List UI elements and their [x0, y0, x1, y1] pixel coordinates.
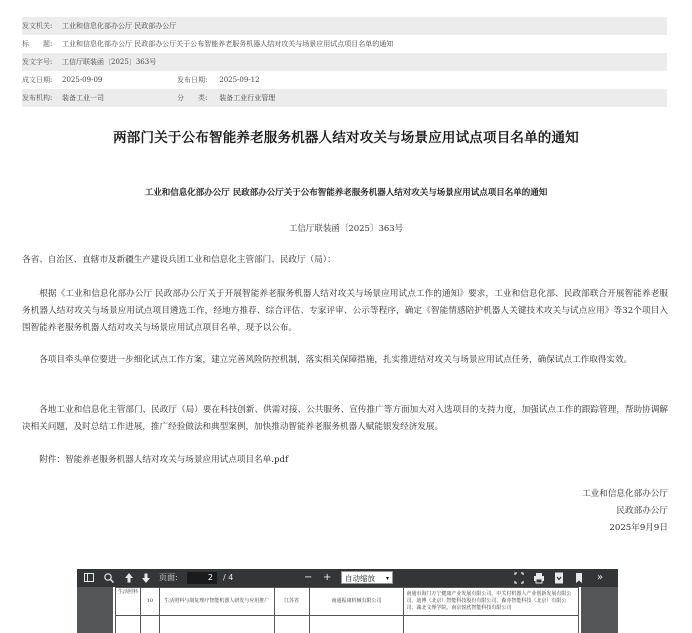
zoom-select-value: 自动缩放	[345, 574, 375, 583]
signature-org-2: 民政部办公厅	[616, 506, 668, 516]
fullscreen-icon[interactable]	[513, 569, 525, 587]
meta-date-label: 成文日期:	[22, 76, 53, 84]
meta-row-dates	[22, 71, 667, 89]
table-category-label: 生活照料	[118, 589, 139, 595]
body-paragraph-2: 各项目牵头单位要进一步细化试点工作方案，建立完善风险防控机制，落实相关保障措施，扎实推进结对攻关与场景应用试点任务，确保试点工作取得实效。	[39, 355, 633, 365]
meta-org-label: 发布机构:	[22, 94, 53, 102]
table-cell	[274, 616, 309, 633]
attachment-line	[22, 452, 668, 469]
sidebar-icon[interactable]	[83, 569, 95, 587]
meta-title-label: 标 题:	[22, 40, 53, 48]
table-cell-lead-unit: 南通振康机械有限公司	[309, 588, 404, 616]
table-cell	[116, 616, 141, 633]
meta-issuer-label: 发文机关:	[22, 22, 53, 30]
meta-pubdate-label: 发布日期:	[177, 76, 208, 84]
table-cell	[159, 616, 274, 633]
page-label: 页面:	[159, 573, 178, 582]
table-cell-partners: 南通市海门万宁健康产业发展有限公司、中关村机器人产业创新发展有限公司、迪博（北京）智能科技股份有限公司、森亦智能科技（北京）有限公司、湖北文理学院、南京悦欣智能科技有限公司	[404, 588, 579, 616]
meta-row-title	[22, 35, 667, 53]
page-title: 两部门关于公布智能养老服务机器人结对攻关与场景应用试点项目名单的通知	[113, 130, 579, 146]
pdf-page	[113, 587, 581, 633]
body-paragraph-3: 各地工业和信息化主管部门、民政厅（局）要在科技创新、供需对接、公共服务、宣传推广等方面加大对入选项目的支持力度，加强试点工作的跟踪管理，帮助协调解决相关问题，及时总结工作进展，推广经验做法和典型案例，加快推动智能养老服务机器人赋能银发经济发展。	[22, 405, 668, 432]
table-cell-project: 生活照料与康复理疗智能机器人研发与应用推广	[159, 588, 274, 616]
signature-org-1: 工业和信息化部办公厅	[582, 489, 668, 499]
meta-row-org	[22, 89, 667, 107]
meta-docno-label: 发文字号:	[22, 58, 53, 66]
body-paragraph-1: 根据《工业和信息化部办公厅 民政部办公厅关于开展智能养老服务机器人结对攻关与场景应用试点工作的通知》要求，工业和信息化部、民政部联合开展智能养老服务机器人结对攻关与场景应用试点项目遴选工作，经地方推荐、综合评估、专家评审、公示等程序，确定《智能情感陪护机器人关键技术攻关与试点应用》等32个项目入围智能养老服务机器人结对攻关与场景应用试点项目名单，现予以公布。	[22, 289, 668, 333]
project-list-table	[115, 587, 579, 633]
meta-pubdate-group	[177, 71, 260, 89]
meta-org-value: 装备工业一司	[62, 94, 104, 102]
table-cell-province: 江苏省	[274, 588, 309, 616]
pdf-viewer	[77, 569, 618, 633]
next-page-icon[interactable]	[140, 569, 152, 587]
meta-title-value: 工业和信息化部办公厅 民政部办公厅关于公布智能养老服务机器人结对攻关与场景应用试点项目名单的通知	[62, 40, 394, 48]
zoom-out-button[interactable]: −	[304, 572, 313, 583]
meta-docno-value: 工信厅联装函〔2025〕363号	[62, 58, 157, 66]
download-icon[interactable]	[553, 569, 565, 587]
meta-category-group	[177, 89, 275, 107]
print-icon[interactable]	[533, 569, 545, 587]
meta-date-value: 2025-09-09	[62, 76, 103, 84]
document-metadata-table	[22, 17, 667, 107]
document-subtitle: 工业和信息化部办公厅 民政部办公厅关于公布智能养老服务机器人结对攻关与场景应用试点项目名单的通知	[144, 188, 548, 198]
search-icon[interactable]	[103, 569, 115, 587]
document-number: 工信厅联装函〔2025〕363号	[288, 224, 404, 234]
table-cell-number: 10	[140, 588, 159, 616]
page-total: / 4	[223, 573, 234, 582]
table-cell	[309, 616, 404, 633]
table-cell	[140, 616, 159, 633]
zoom-in-button[interactable]: +	[323, 572, 332, 583]
meta-issuer-value: 工业和信息化部办公厅 民政部办公厅	[62, 22, 177, 30]
bookmark-icon[interactable]	[573, 569, 585, 587]
zoom-select[interactable]	[341, 571, 393, 584]
meta-row-issuer	[22, 17, 667, 35]
chevron-down-icon: ▾	[385, 575, 389, 582]
table-row	[116, 588, 579, 616]
signature-date: 2025年9月9日	[609, 523, 668, 533]
meta-category-label: 分 类:	[177, 94, 208, 102]
attachment-link[interactable]: 附件：智能养老服务机器人结对攻关与场景应用试点项目名单.pdf	[39, 455, 289, 465]
page-number-input[interactable]: 2	[187, 572, 217, 584]
more-icon[interactable]: »	[597, 572, 604, 583]
meta-category-value: 装备工业行业管理	[219, 94, 276, 102]
meta-row-docno	[22, 53, 667, 71]
meta-pubdate-value: 2025-09-12	[219, 76, 260, 84]
pdf-toolbar	[77, 569, 618, 587]
table-row	[116, 616, 579, 633]
addressee: 各省、自治区、直辖市及新疆生产建设兵团工业和信息化主管部门、民政厅（局）：	[22, 255, 336, 265]
table-cell	[404, 616, 579, 633]
prev-page-icon[interactable]	[123, 569, 135, 587]
